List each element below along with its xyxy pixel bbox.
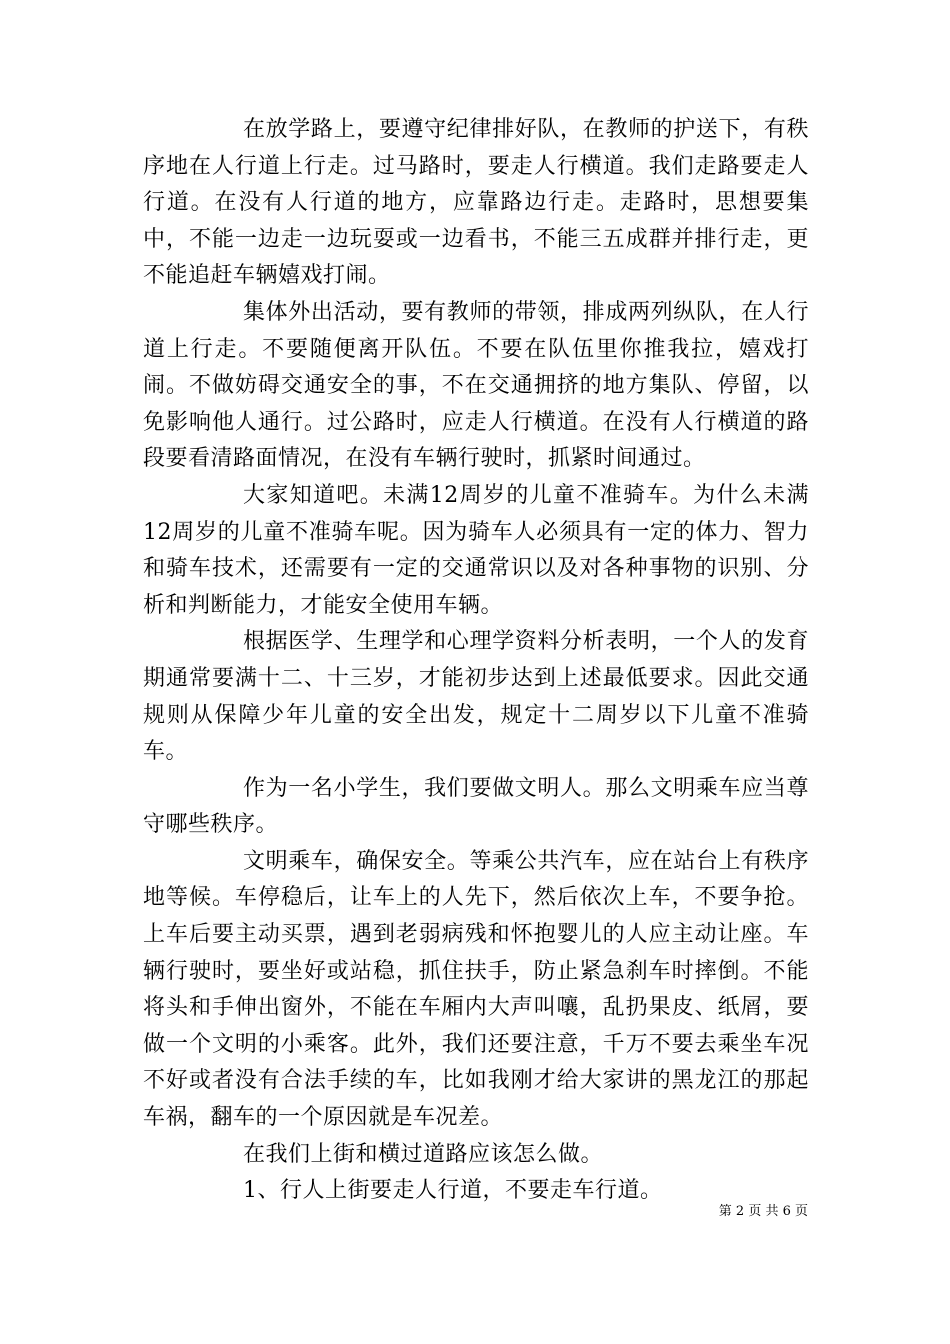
paragraph: 集体外出活动，要有教师的带领，排成两列纵队，在人行道上行走。不要随便离开队伍。不要在队伍里你推我拉，嬉戏打闹。不做妨碍交通安全的事，不在交通拥挤的地方集队、停留，以免影响他人通行。过公路时，应走人行横道。在没有人行横道的路段要看清路面情况，在没有车辆行驶时，抓紧时间通过。 bbox=[143, 299, 809, 472]
paragraph: 在我们上街和横过道路应该怎么做。 bbox=[243, 1141, 604, 1167]
paragraph: 文明乘车，确保安全。等乘公共汽车，应在站台上有秩序地等候。车停稳后，让车上的人先下，然后依次上车，不要争抢。上车后要主动买票，遇到老弱病残和怀抱婴儿的人应主动让座。车辆行驶时，要坐好或站稳，抓住扶手，防止紧急刹车时摔倒。不能将头和手伸出窗外，不能在车厢内大声叫嚷，乱扔果皮、纸屑，要做一个文明的小乘客。此外，我们还要注意，千万不要去乘坐车况不好或者没有合法手续的车，比如我刚才给大家讲的黑龙江的那起车祸，翻车的一个原因就是车况差。 bbox=[143, 848, 809, 1131]
paragraph: 1、行人上街要走人行道，不要走车行道。 bbox=[243, 1178, 663, 1204]
paragraph: 根据医学、生理学和心理学资料分析表明，一个人的发育期通常要满十二、十三岁，才能初步达到上述最低要求。因此交通规则从保障少年儿童的安全出发，规定十二周岁以下儿童不准骑车。 bbox=[143, 629, 809, 765]
paragraph: 在放学路上，要遵守纪律排好队，在教师的护送下，有秩序地在人行道上行走。过马路时，要走人行横道。我们走路要走人行道。在没有人行道的地方，应靠路边行走。走路时，思想要集中，不能一边走一边玩耍或一边看书，不能三五成群并排行走，更不能追赶车辆嬉戏打闹。 bbox=[143, 117, 809, 289]
paragraph: 大家知道吧。未满12周岁的儿童不准骑车。为什么未满12周岁的儿童不准骑车呢。因为骑车人必须具有一定的体力、智力和骑车技术，还需要有一定的交通常识以及对各种事物的识别、分析和判断能力，才能安全使用车辆。 bbox=[143, 482, 809, 618]
document-body bbox=[143, 112, 809, 1210]
page-number-footer: 第 2 页 共 6 页 bbox=[718, 1204, 808, 1219]
paragraph: 作为一名小学生，我们要做文明人。那么文明乘车应当尊守哪些秩序。 bbox=[143, 775, 809, 838]
